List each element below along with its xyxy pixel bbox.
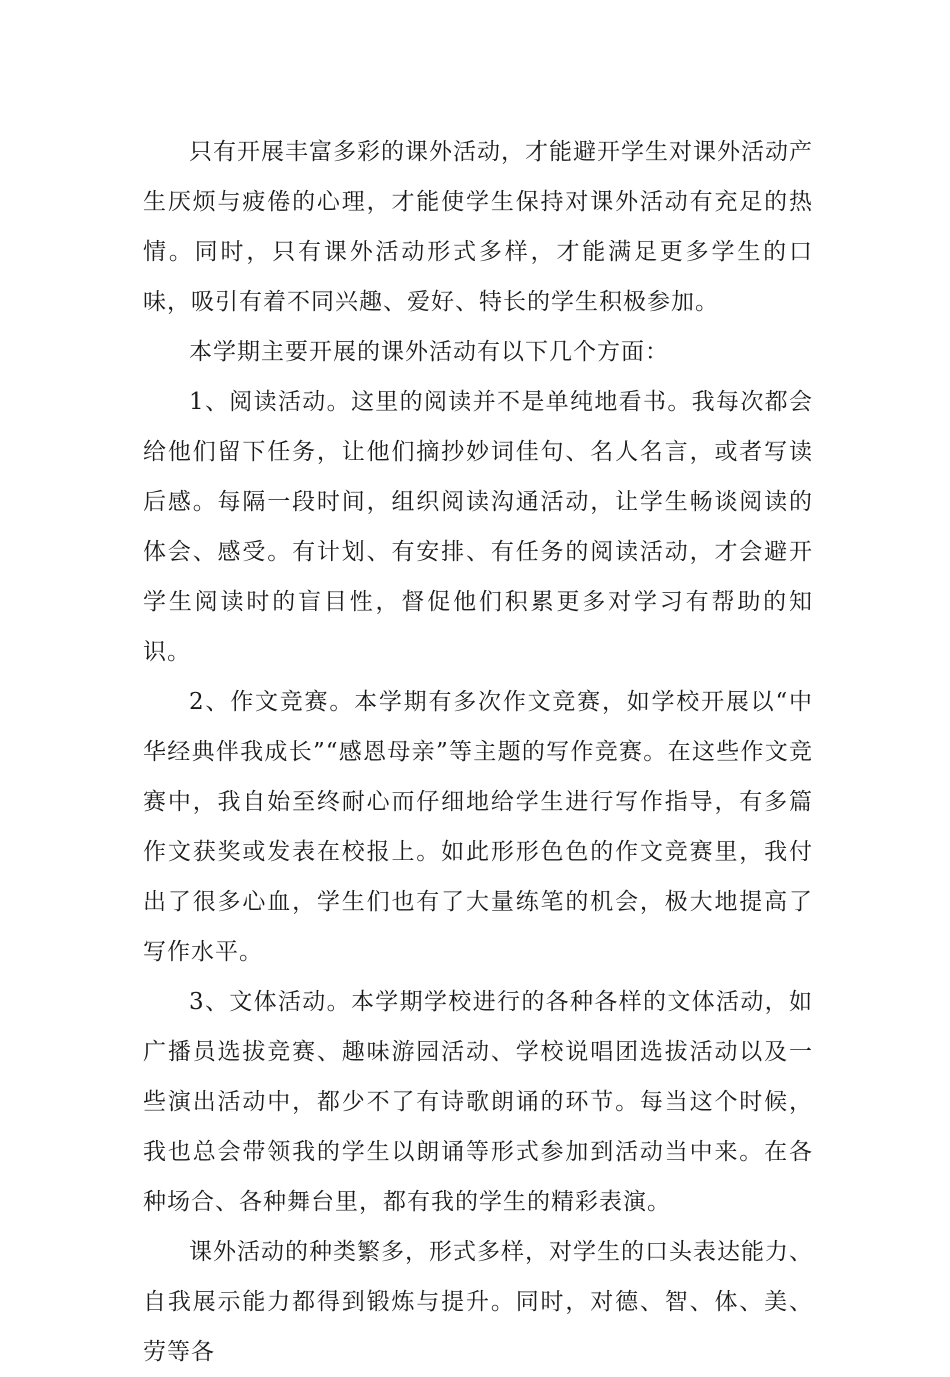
paragraph-overview: 本学期主要开展的课外活动有以下几个方面：: [189, 339, 669, 365]
paragraph-reading-activity: 1、阅读活动。这里的阅读并不是单纯地看书。我每次都会给他们留下任务，让他们摘抄妙词佳句、名人名言，或者写读后感。每隔一段时间，组织阅读沟通活动，让学生畅谈阅读的体会、感受。有计划、有安排、有任务的阅读活动，才会避开学生阅读时的盲目性，督促他们积累更多对学习有帮助的知识。: [143, 389, 813, 665]
document-body: [143, 127, 813, 1377]
paragraph-summary: 课外活动的种类繁多，形式多样，对学生的口头表达能力、自我展示能力都得到锻炼与提升。同时，对德、智、体、美、劳等各: [143, 1239, 813, 1365]
paragraph-arts-sports: 3、文体活动。本学期学校进行的各种各样的文体活动，如广播员选拔竞赛、趣味游园活动、学校说唱团选拔活动以及一些演出活动中，都少不了有诗歌朗诵的环节。每当这个时候，我也总会带领我的学生以朗诵等形式参加到活动当中来。在各种场合、各种舞台里，都有我的学生的精彩表演。: [143, 989, 813, 1215]
paragraph-writing-competition: 2、作文竞赛。本学期有多次作文竞赛，如学校开展以“中华经典伴我成长”“感恩母亲”等主题的写作竞赛。在这些作文竞赛中，我自始至终耐心而仔细地给学生进行写作指导，有多篇作文获奖或发表在校报上。如此形形色色的作文竞赛里，我付出了很多心血，学生们也有了大量练笔的机会，极大地提高了写作水平。: [143, 689, 813, 965]
paragraph-intro: 只有开展丰富多彩的课外活动，才能避开学生对课外活动产生厌烦与疲倦的心理，才能使学生保持对课外活动有充足的热情。同时，只有课外活动形式多样，才能满足更多学生的口味，吸引有着不同兴趣、爱好、特长的学生积极参加。: [143, 139, 813, 315]
